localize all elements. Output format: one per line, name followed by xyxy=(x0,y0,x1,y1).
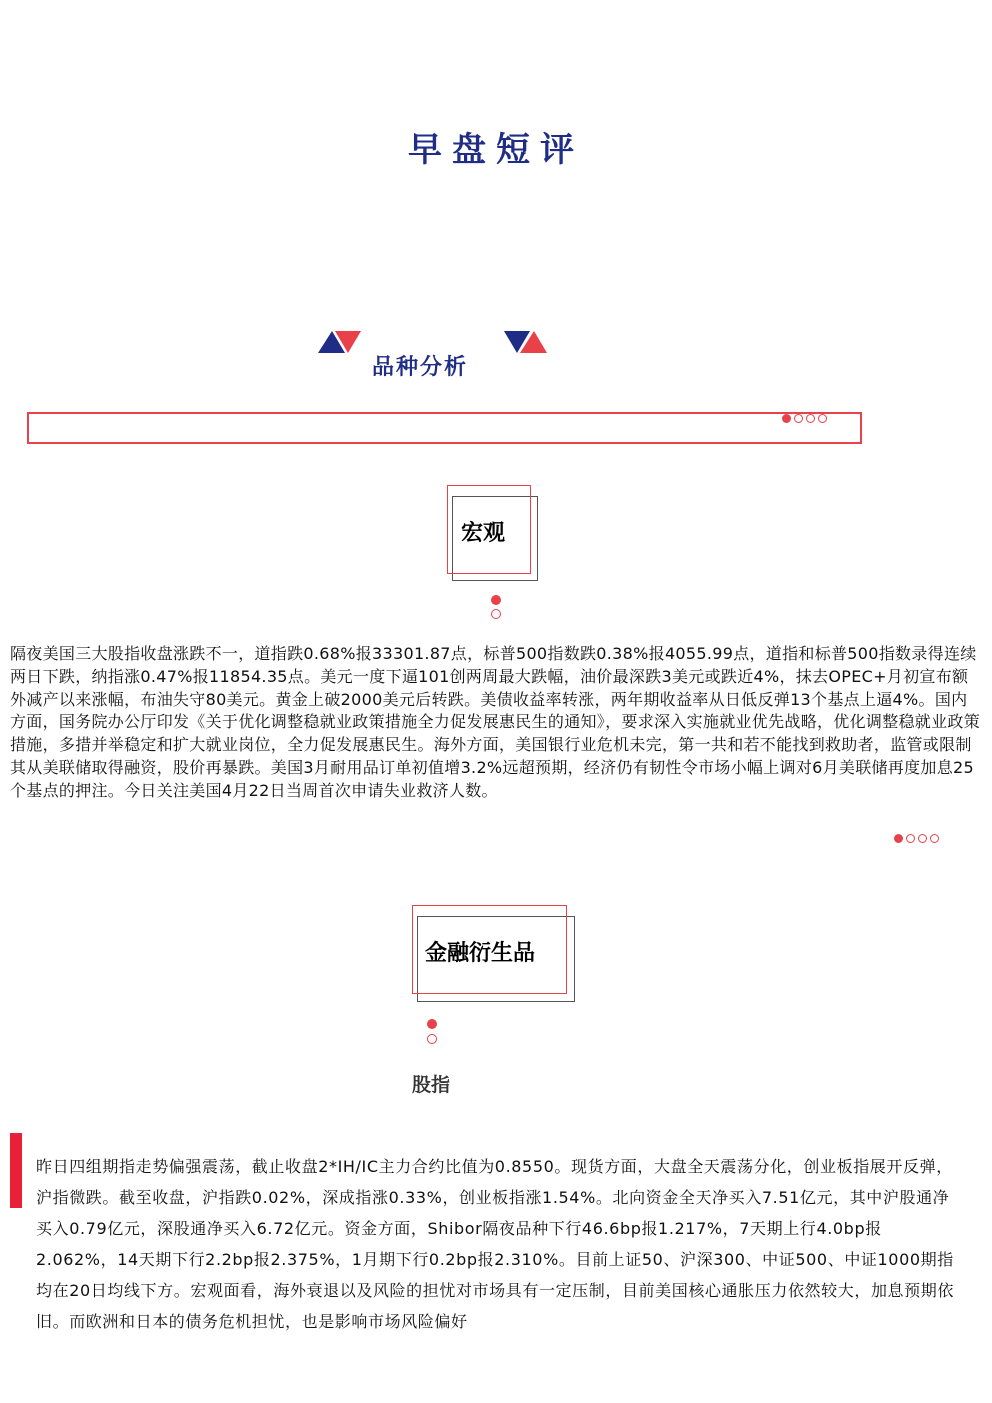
dot-icon xyxy=(794,414,803,423)
dot-icon xyxy=(818,414,827,423)
derivatives-paragraph: 昨日四组期指走势偏强震荡，截止收盘2*IH/IC主力合约比值为0.8550。现货方面，大盘全天震荡分化，创业板指展开反弹，沪指微跌。截至收盘，沪指跌0.02%，深成指涨0.33%，创业板指涨1.54%。北向资金全天净买入7.51亿元，其中沪股通净买入0.79亿元，深股通净买入6.72亿元。资金方面，Shibor隔夜品种下行46.6bp报1.217%，7天期上行4.0bp报2.062%，14天期下行2.2bp报2.375%，1月期下行0.2bp报2.310%。目前上证50、沪深300、中证500、中证1000期指均在20日均线下方。宏观面看，海外衰退以及风险的担忧对市场具有一定压制，目前美国核心通胀压力依然较大，加息预期依旧。而欧洲和日本的债务危机担忧，也是影响市场风险偏好 xyxy=(36,1157,954,1331)
section-divider-bar xyxy=(27,412,862,444)
pagination-dots xyxy=(782,414,827,423)
dot-icon xyxy=(806,414,815,423)
dot-icon xyxy=(427,1019,437,1029)
macro-heading: 宏观 xyxy=(461,521,506,546)
dot-icon xyxy=(427,1034,437,1044)
right-triangle-decoration xyxy=(504,331,550,355)
dot-icon xyxy=(782,414,791,423)
dot-icon xyxy=(930,834,939,843)
dot-icon xyxy=(906,834,915,843)
pagination-dots xyxy=(894,834,939,843)
macro-paragraph: 隔夜美国三大股指收盘涨跌不一，道指跌0.68%报33301.87点，标普500指数跌0.38%报4055.99点，道指和标普500指数录得连续两日下跌，纳指涨0.47%报11854.35点。美元一度下逼101创两周最大跌幅，油价最深跌3美元或跌近4%，抹去OPEC+月初宣布额外减产以来涨幅，布油失守80美元。黄金上破2000美元后转跌。美债收益率转涨，两年期收益率从日低反弹13个基点上逼4%。国内方面，国务院办公厅印发《关于优化调整稳就业政策措施全力促发展惠民生的通知》，要求深入实施就业优先战略，优化调整稳就业政策措施，多措并举稳定和扩大就业岗位，全力促发展惠民生。海外方面，美国银行业危机未完，第一共和若不能找到救助者，监管或限制其从美联储取得融资，股价再暴跌。美国3月耐用品订单初值增3.2%远超预期，经济仍有韧性令市场小幅上调对6月美联储再度加息25个基点的押注。今日关注美国4月22日当周首次申请失业救济人数。 xyxy=(10,644,981,800)
dot-icon xyxy=(491,609,501,619)
accent-bar xyxy=(10,1133,22,1208)
dot-icon xyxy=(894,834,903,843)
page-title: 早盘短评 xyxy=(408,130,584,170)
section-title: 品种分析 xyxy=(372,355,469,380)
dot-icon xyxy=(918,834,927,843)
derivatives-heading: 金融衍生品 xyxy=(425,941,536,966)
dot-icon xyxy=(491,595,501,605)
left-triangle-decoration xyxy=(318,331,364,355)
index-futures-subheading: 股指 xyxy=(412,1074,451,1096)
